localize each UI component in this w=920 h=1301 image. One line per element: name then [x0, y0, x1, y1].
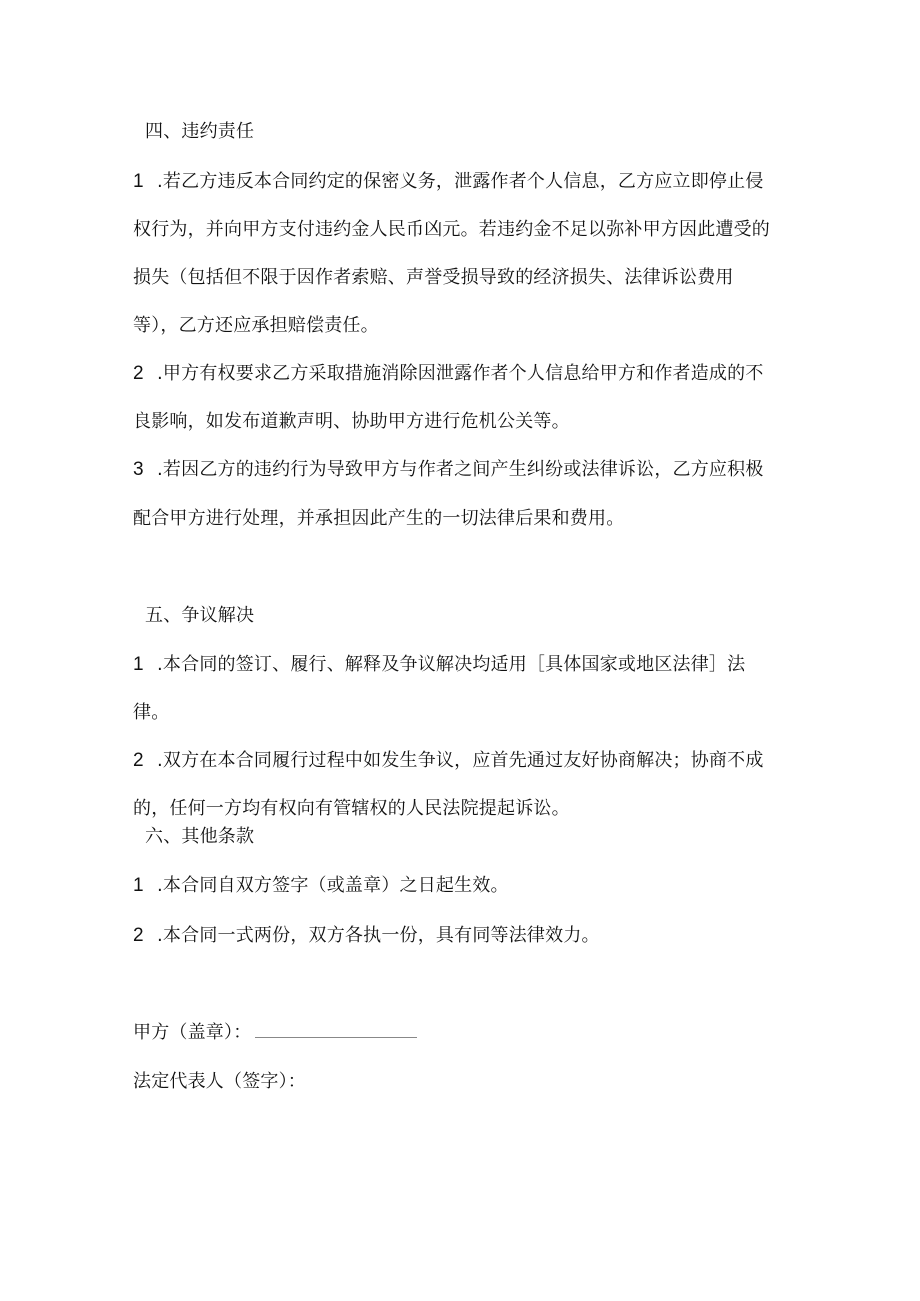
clause-5-1-line-1	[133, 653, 793, 677]
party-a-label: 甲方（盖章）：	[133, 1022, 252, 1043]
clause-4-1-line-4: 等），乙方还应承担赔偿责任。	[133, 315, 379, 336]
party-a-seal-line	[133, 1021, 793, 1045]
clause-4-1-line-2: 权行为，并向甲方支付违约金人民币凶元。若违约金不足以弥补甲方因此遭受的	[133, 219, 770, 240]
clause-number: 1	[133, 875, 144, 896]
clause-number: 2	[133, 925, 144, 946]
clause-number: 1	[133, 171, 144, 192]
clause-6-1-line-1	[133, 874, 793, 898]
clause-text: .若乙方违反本合同约定的保密义务，泄露作者个人信息，乙方应立即停止侵	[157, 171, 764, 192]
clause-text: .本合同自双方签字（或盖章）之日起生效。	[157, 875, 509, 896]
clause-number: 1	[133, 654, 144, 675]
clause-number: 3	[133, 459, 144, 480]
clause-text: .双方在本合同履行过程中如发生争议，应首先通过友好协商解决；协商不成	[157, 750, 764, 771]
clause-4-2-line-2: 良影响，如发布道歉声明、协助甲方进行危机公关等。	[133, 411, 570, 432]
party-a-signature-blank[interactable]	[255, 1021, 417, 1038]
clause-4-1-line-1	[133, 170, 793, 194]
clause-text: .本合同一式两份，双方各执一份，具有同等法律效力。	[157, 925, 600, 946]
clause-4-1-line-3: 损失（包括但不限于因作者索赔、声誉受损导致的经济损失、法律诉讼费用	[133, 267, 734, 288]
clause-5-1-line-2: 律。	[133, 702, 170, 723]
clause-text: .若因乙方的违约行为导致甲方与作者之间产生纠纷或法律诉讼，乙方应积极	[157, 459, 764, 480]
section-heading-other: 六、其他条款	[145, 826, 255, 847]
clause-number: 2	[133, 750, 144, 771]
legal-rep-signature-line	[133, 1070, 793, 1094]
clause-text: .甲方有权要求乙方采取措施消除因泄露作者个人信息给甲方和作者造成的不	[157, 363, 764, 384]
section-heading-breach: 四、违约责任	[145, 121, 255, 142]
section-heading-dispute: 五、争议解决	[145, 605, 255, 626]
clause-6-2-line-1	[133, 924, 793, 948]
clause-text: .本合同的签订、履行、解释及争议解决均适用［具体国家或地区法律］法	[157, 654, 746, 675]
clause-number: 2	[133, 363, 144, 384]
clause-4-3-line-2: 配合甲方进行处理，并承担因此产生的一切法律后果和费用。	[133, 508, 625, 529]
clause-4-3-line-1	[133, 458, 793, 482]
legal-rep-label: 法定代表人（签字）：	[133, 1071, 306, 1092]
clause-5-2-line-1	[133, 749, 793, 773]
clause-4-2-line-1	[133, 362, 793, 386]
clause-5-2-line-2: 的，任何一方均有权向有管辖权的人民法院提起诉讼。	[133, 798, 570, 819]
